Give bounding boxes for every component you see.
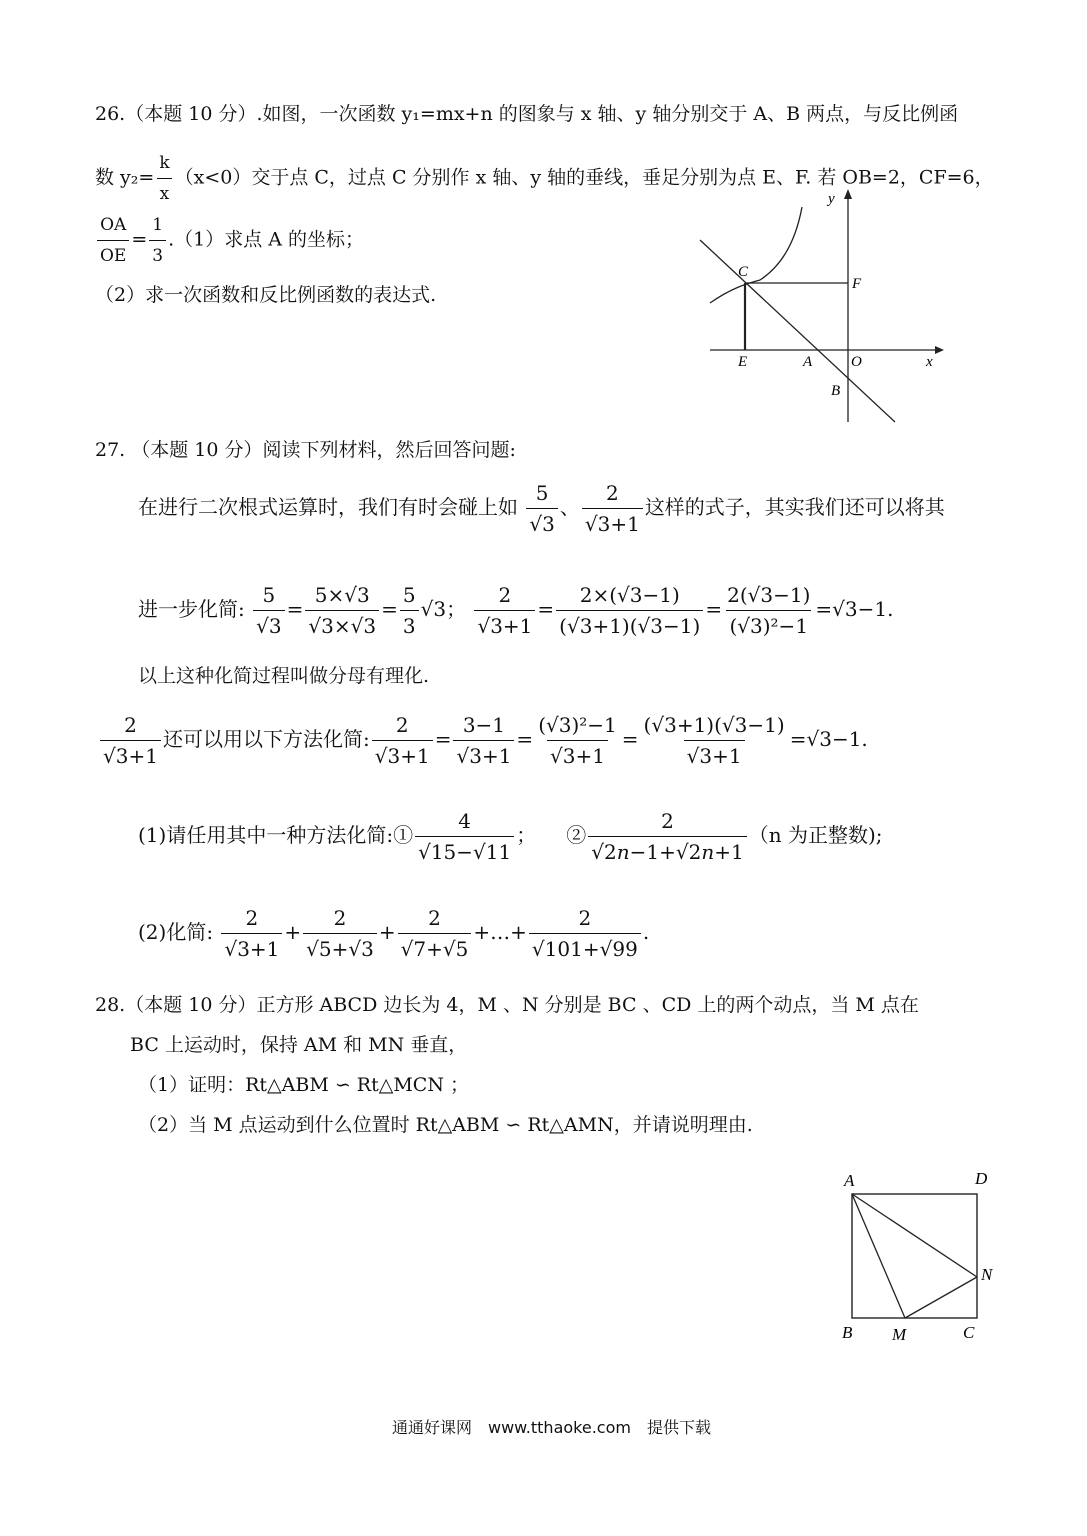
q27-task1-mid: ； ② bbox=[516, 823, 587, 847]
fraction-denominator: x bbox=[157, 178, 173, 207]
q28-square-figure bbox=[830, 1160, 1010, 1350]
equals-sign: = bbox=[131, 228, 148, 251]
oa-over-oe-fraction bbox=[97, 212, 129, 269]
q27-task1-suffix: （n 为正整数); bbox=[748, 823, 883, 847]
hyperbola-curve bbox=[710, 207, 802, 303]
y-axis-arrow-icon bbox=[844, 189, 852, 199]
q27-sep: 、 bbox=[559, 495, 580, 519]
fraction-denominator: OE bbox=[97, 240, 129, 269]
q26-line2-prefix: 数 y₂= bbox=[95, 166, 155, 189]
q27-alt: $\frac{2}{√3+1}$ 还可以用以下方法化简: $\frac{2}{√3+1}$ = $\frac{3-1}{√3+1}$ = $\frac{\text{(√3)²−1}}{√3+1}$ = $\frac{(√3+1)(√3-1)}{√3+1}$ =√3−1. bbox=[98, 712, 868, 769]
segment-an bbox=[852, 1194, 977, 1277]
x-axis-arrow-icon bbox=[935, 346, 944, 354]
q28-line2: BC 上运动时，保持 AM 和 MN 垂直， bbox=[130, 1034, 468, 1056]
label-o: O bbox=[851, 354, 862, 370]
math-frac: $\frac{3-1}{√3+1}$ bbox=[453, 712, 514, 769]
math-frac: $\frac{2}{√3+1}$ bbox=[474, 582, 535, 639]
period: . bbox=[642, 920, 650, 944]
label-b: B bbox=[831, 383, 841, 399]
q27-intro-a: 在进行二次根式运算时，我们有时会碰上如 bbox=[138, 495, 518, 519]
q28-line1: 28.（本题 10 分）正方形 ABCD 边长为 4，M 、N 分别是 BC 、CD 上的两个动点，当 M 点在 bbox=[95, 994, 919, 1016]
q27-intro-b: 这样的式子，其实我们还可以将其 bbox=[644, 495, 945, 519]
q26-part1: .（1）求点 A 的坐标； bbox=[168, 228, 365, 251]
segment-mn bbox=[905, 1277, 977, 1318]
math-frac: $\frac{2(√3-1)}{\text{(√3)²−1}}$ bbox=[727, 583, 811, 638]
q26-line1: 26.（本题 10 分）.如图，一次函数 y₁=mx+n 的图象与 x 轴、y 轴分别交于 A、B 两点，与反比例函 bbox=[95, 103, 959, 125]
q28-part2: （2）当 M 点运动到什么位置时 Rt△ABM ∽ Rt△AMN，并请说明理由. bbox=[138, 1114, 753, 1136]
one-third-fraction bbox=[149, 212, 166, 269]
fraction-denominator: 3 bbox=[149, 240, 166, 269]
math-frac: $\frac{5\times√3}{√3\times√3}$ bbox=[305, 582, 379, 639]
fraction-numerator: OA bbox=[100, 215, 127, 235]
q27-intro bbox=[138, 480, 945, 537]
label-c: C bbox=[963, 1323, 975, 1342]
math-frac: $\frac{2}{√7+√5}$ bbox=[398, 905, 472, 962]
linear-function-line bbox=[700, 240, 895, 422]
k-over-x-fraction bbox=[156, 150, 172, 207]
label-e: E bbox=[738, 354, 748, 370]
five-over-root3 bbox=[526, 480, 557, 537]
fraction-denominator: √3 bbox=[526, 508, 557, 537]
label-x: x bbox=[926, 354, 933, 370]
q27-task1-prefix: (1)请任用其中一种方法化简:① bbox=[138, 823, 414, 847]
math-frac: $\frac{2}{√2n-1+√2n+1}$ bbox=[588, 808, 746, 865]
label-y: y bbox=[828, 191, 835, 207]
math-frac: $\frac{2\times(√3-1)}{(√3+1)(√3-1)}$ bbox=[556, 582, 703, 639]
label-d: D bbox=[975, 1169, 988, 1188]
q27-alt-method: 还可以用以下方法化简: bbox=[162, 727, 370, 751]
q27-title: 27. （本题 10 分）阅读下列材料，然后回答问题: bbox=[95, 439, 516, 461]
label-a: A bbox=[803, 354, 813, 370]
q26-line3 bbox=[95, 212, 364, 269]
fraction-numerator: 1 bbox=[152, 215, 164, 235]
q27-rationalize: 以上这种化简过程叫做分母有理化. bbox=[138, 665, 430, 687]
fraction-numerator: k bbox=[159, 153, 170, 173]
math-frac: $\frac{2}{√3+1}$ bbox=[372, 712, 433, 769]
math-frac: $\frac{5}{3}$ bbox=[400, 582, 419, 639]
fraction-denominator: √3+1 bbox=[582, 508, 643, 537]
q26-part2: （2）求一次函数和反比例函数的表达式. bbox=[95, 284, 437, 306]
q27-simplify-prefix: 进一步化简: bbox=[138, 597, 245, 621]
q26-coordinate-figure bbox=[690, 185, 950, 425]
label-n: N bbox=[981, 1265, 993, 1284]
math-frac: $\frac{4}{√15-√11}$ bbox=[415, 808, 514, 865]
square-abcd bbox=[852, 1194, 977, 1318]
label-f: F bbox=[852, 276, 862, 292]
label-a: A bbox=[844, 1171, 855, 1190]
math-frac: $\frac{2}{√3+1}$ bbox=[100, 712, 161, 769]
ellipsis: +…+ bbox=[473, 920, 527, 944]
segment-am bbox=[852, 1194, 905, 1318]
math-frac: $\frac{2}{√3+1}$ bbox=[221, 905, 282, 962]
fraction-numerator: 5 bbox=[535, 481, 549, 505]
label-c: C bbox=[738, 264, 749, 280]
fraction-numerator: 2 bbox=[605, 481, 619, 505]
label-b: B bbox=[842, 1323, 853, 1342]
q27-task1 bbox=[138, 808, 883, 865]
math-frac: $\frac{(√3+1)(√3-1)}{√3+1}$ bbox=[643, 713, 785, 768]
math-frac: $\frac{5}{√3}$ bbox=[253, 582, 284, 639]
label-m: M bbox=[892, 1325, 907, 1344]
q27-task2-prefix: (2)化简: bbox=[138, 920, 214, 944]
two-over-root3-plus1 bbox=[582, 480, 643, 537]
q27-example: 进一步化简: $\frac{5}{√3}$ = $\frac{5\times√3}{√3\times√3}$ = $\frac{5}{3}$ √3； $\frac{2}{√3+1}$ = $\frac{2\times(√3-1)}{(√3+1)(√3-1)}$ = $\frac{2(√3-1)}{\text{(√3)²−1}}$ =√3−1. bbox=[138, 583, 894, 638]
page-footer: 通通好课网 www.tthaoke.com 提供下载 bbox=[392, 1418, 711, 1437]
q27-task2: (2)化简: $\frac{2}{√3+1}$ + $\frac{2}{√5+√3}$ + $\frac{2}{√7+√5}$ +…+ $\frac{2}{√101+√99}$ . bbox=[138, 906, 650, 961]
math-frac: $\frac{2}{√5+√3}$ bbox=[303, 905, 377, 962]
q26-line2-rest: （x<0）交于点 C，过点 C 分别作 x 轴、y 轴的垂线，垂足分别为点 E、F. 若 OB=2，CF=6， bbox=[174, 166, 994, 189]
math-frac: $\frac{\text{(√3)²−1}}{√3+1}$ bbox=[538, 713, 617, 768]
q28-part1: （1）证明：Rt△ABM ∽ Rt△MCN ； bbox=[138, 1074, 469, 1096]
math-frac: $\frac{2}{√101+√99}$ bbox=[529, 905, 641, 962]
